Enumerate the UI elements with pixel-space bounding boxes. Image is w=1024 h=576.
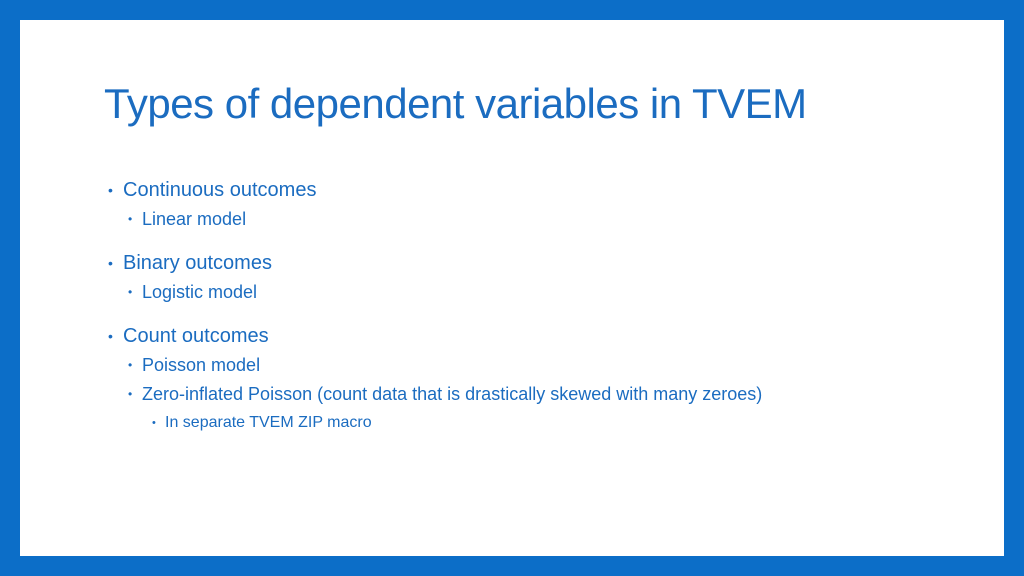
bullet-icon: •	[128, 358, 133, 372]
bullet-label: Logistic model	[142, 282, 258, 302]
bullet-icon: •	[128, 285, 133, 299]
bullet-label: Continuous outcomes	[123, 179, 317, 201]
bullet-zero-inflated-poisson	[108, 381, 968, 407]
bullet-icon: •	[128, 387, 133, 401]
slide	[20, 20, 1004, 556]
bullet-icon: •	[108, 255, 113, 271]
bullet-label: Zero-inflated Poisson (count data that is drastically skewed with many zeroes)	[142, 384, 763, 404]
bullet-icon: •	[152, 417, 156, 429]
bullet-icon: •	[108, 328, 113, 344]
bullet-icon: •	[128, 212, 133, 226]
bullet-count-outcomes	[108, 323, 968, 349]
bullet-poisson-model	[108, 352, 968, 378]
bullet-label: Count outcomes	[123, 325, 269, 347]
bullet-label: Linear model	[142, 209, 247, 229]
bullet-label: Binary outcomes	[123, 252, 272, 274]
bullet-label: In separate TVEM ZIP macro	[165, 414, 372, 431]
bullet-logistic-model	[108, 279, 968, 305]
slide-title: Types of dependent variables in TVEM	[104, 80, 807, 127]
bullet-label: Poisson model	[142, 355, 261, 375]
bullet-linear-model	[108, 206, 968, 232]
bullet-tvem-zip-macro	[108, 410, 968, 436]
bullet-continuous-outcomes	[108, 177, 968, 203]
bullet-icon: •	[108, 182, 113, 198]
bullet-list	[108, 177, 968, 436]
bullet-binary-outcomes	[108, 250, 968, 276]
